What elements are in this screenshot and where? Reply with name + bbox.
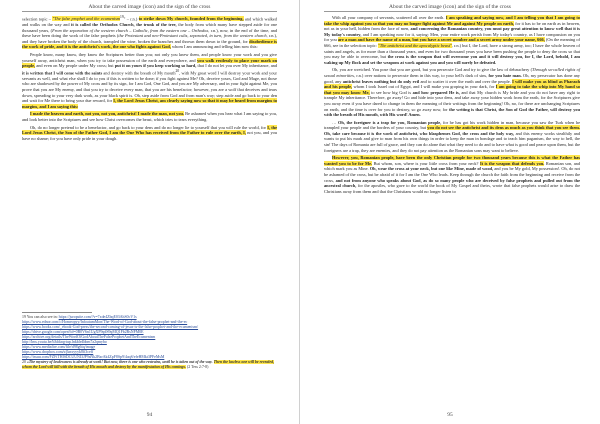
footnote-link[interactable]: http://lms.youtu.be/b3ddaqytup.lnkble4bbm7a2qmybo xyxy=(22,340,107,344)
paragraph: Oh, you are wretched. You pose that you are good, but you persecute God and try to give the law of debauchery (Through so-called rights of sexual minorities, r.n.) over nations to persecute them in this way, to your hell's dark of sins, for you hate man. Oh, my persecutor has done any good, any antichrist leaves nothing but do only evil and to scatter it over the earth and over the people. I will make you as blind as Pharaoh and his people, whom I took Israel out of Egypt, and I will make you groping in your dark, for I am going to take the whip into My hand so that you may know Me, to see how big God is and how prepared He is, and that My church is My bride and you do not have any right to trample My inheritance. Therefore, go away! Go and hide into your dens, and take away your hidden work from the earth, for the Scriptures give you away even if you have dared to change in them the meaning of their writings from the beginning! Oh, no, for there are unchanging Scriptures on earth, and the time is over for you to destroy, so go away now, for the writing is that Christ, the Son of God the Father, will destroy you with the breath of His mouth, with His word! Amen. xyxy=(324,67,581,118)
page-number: 94 xyxy=(146,412,153,418)
highlighted-text: Then the lawless one will be revealed, whom the Lord will kill with the breath of His mouth and destroy by the manifestation of His comings. xyxy=(22,360,275,369)
highlighted-text: I am going to take the whip into My hand so that you may know Me, xyxy=(324,84,581,95)
footnote-link[interactable]: https://issuu.com/FZFiTHISDCUUNI3JP9aNk2BzrAk4ZpF8Sp9/4aqS/efeHMkt3PFeMsM xyxy=(22,355,165,359)
highlighted-text: to strike down My church, founded from the beginning, xyxy=(138,16,244,22)
page-body xyxy=(22,15,277,143)
highlighted-text: However, you, Romanian people, have been the only Christian people for two thousand years because this is what the Father has wanted you to be for Me. xyxy=(324,155,580,166)
footnote-rule xyxy=(22,312,92,313)
highlighted-text: I will make you as blind as Pharaoh and his people, xyxy=(324,78,580,90)
highlighted-text: you do not see the antichrist and its dens as much as you think that you see them. xyxy=(427,125,580,131)
footnote-19: 19 You can also see in: https://juropsite.com/?v=7xde4ZbqE03AhS0cV1s xyxy=(22,315,137,319)
page-header: About the carved image (icon) and the sign of the cross xyxy=(389,4,511,10)
highlighted-text: are a man and have the name of a man, but you have a secret number and a secret army under your name, 666, xyxy=(337,37,545,43)
paragraph: selection topic – "The false prophet and the ecumenism$^{19}$" – r.n.) to strike down My church, founded from the beginning, and which walked and walks on the way and it is called the Orthodox Church, the trunk of the tree, the body from which many have stepped aside for one thousand years, (From the separation of the western church – Catholic, from the eastern one – Orthodox, r.n.), now, in the end of the time, and these have been doing the work of the false prophets (the Protestant and neo-Protestant cults, separated, in turn, from the western church, r.n.), and they have broken the body of the church, trampled the wine, broken the branches and thrown them down to the ground, for disobedience is the work of pride, and it is the antichrist's work, the one who fights against God, whom I am announcing and telling him now this: xyxy=(22,15,278,50)
footnote-link[interactable]: https://juropsite.com/?v=7xde4ZbqE03AhS0cV1s xyxy=(58,315,137,319)
footnote-link[interactable]: https://drive.google.com/open?id=0B0V6n1UgXF9qdS9qMQ1Fb2RsNFM0E xyxy=(22,330,144,334)
footnote-ref[interactable]: 20 xyxy=(175,68,180,73)
footnote-link[interactable]: https://www.books.com/_ebook-God-press/the-second-coming-of-jesus-is-the-false-prophet-and-the-ecumenism/ xyxy=(22,325,199,329)
footnote-ref[interactable]: 19 xyxy=(120,15,124,19)
paragraph: With all your company of servants, scattered all over the earth. I am speaking and saying now, and I am telling you that I am going to take the whip against you so that you may no longer fight against Me and against My people on earth, for it has to be on earth as in heaven, not as in your hell, hidden from the face of men, and concerning the Romanian country, you must pay great attention to know well that it is My today's country, and I am speaking now for it, saying: Men, your entire work perish from My today's country, as I have compassion on you for you are a man and have the name of a man, but you have a secret number and a secret army under your name, 666, (On the meaning of 666, see in the selection topic: "The antichrist and the apocalyptic beast", r.n.) but I, the Lord, have a strong army, too; I have the whole heaven of saints and angels, as for more than a thousand years, and even for two thousand years you have been pushing the people to deny the cross so that you may be able to overcome, but the cross is the weapon that will overcome you and it will destroy you, for I, the Lord, behold, I am waking up My flock and set the weapons at work against you and you will surely be defeated. xyxy=(324,15,580,65)
paragraph: People know, many know, they know the Scriptures better than you; not only you knew them, and people know your work and you give yourself away, antichrist man, when you try to take possession of the earth and everywhere, and you walk restlessly to place your mark on people, and even on My people under My cross; but put it on yours if you keep working so hard, that I do not let you over My inheritance, and it is written that I will come with the saints and destroy with the breath of My mouth$^{20}$, with My great word I will destroy your work and your servants as well, and what else shall I do to you if this is written to be done; if you fight against Me? Oh, deceive yours, God and Mage, not those who are shadowed by the power of My cross and by its sign, for I am God, One God, and you are My adversary, and in your fight against Me, you prove that you are My enemy, and that you try to deceive every man, that you are his benefactor; however, you are a wolf that deceives and tears down, spreading to your very dark work, as your black spirit is. Oh, step aside from God and from man's way; step aside and go back to your den and wait for Me there to bring your due reward, for I, the Lord Jesus Christ, am clearly saying now so that it may be heard from margins to margins, and I am saying this: xyxy=(22,52,278,109)
paragraph: … Oh, the foreigner is a trap for you, Romanian people, for he has got his work hidden in man, because you saw the Turk when he trampled your people and the borders of your country, but you do not see the antichrist and its dens as much as you think that you see them. Oh, take care because it is the work of antichrist, who blasphemes God, the cross and the holy way, and this enemy works stealthily and wants to put his mark and give to man from his own things in order to keep the man in bondage and to teach him paganism, the way to hell, the sin! The days of Romania are full of grace, and they can do alone that what they need to do and to have what is good and peace upon them, but the foreigners are a trap, they are enemies, and they do not pay attention as the Romanian sons may want to believe. xyxy=(324,119,581,153)
highlighted-text: I am speaking and saying now, and I am telling you that I am going to take the whip against you so that you may no longer fight against Me and against My people on earth, xyxy=(324,15,580,26)
highlighted-text: you walk restlessly to place your mark on people, xyxy=(22,57,278,69)
paragraph: Oh, do no longer pretend to be a benefactor, and go back to your dens and do no longer lie to yourself that you will rule the world, for I, the Lord Jesus Christ, the Son of the Father God, I am the One Who has received from the Father to rule over the earth, I, not you, and you have no shame; for you have only pride in your dough. xyxy=(22,124,277,141)
highlighted-text: I made the heaven and earth, not you, not you, antichrist! I made the man, not you. xyxy=(30,111,184,117)
paragraph: I made the heaven and earth, not you, not you, antichrist! I made the man, not you. Be ashamed when you hear what I am saying to you, and look better into the Scriptures and see how Christ overcomes the beast, which tries to tears everything. xyxy=(22,111,277,122)
footnote-link[interactable]: https://www.mediafire.com/file/d98g6tq/image xyxy=(22,345,96,349)
highlighted-text: I, the Lord Jesus Christ, am clearly saying now so that it may be heard from margins to margins, and I am saying this: xyxy=(22,98,277,109)
footnote-link[interactable]: https://www.ednor.com/c/Homeopyy/InfoatumMon/The-Word-of-God-about-the-false-prophet-and-the-ec xyxy=(22,320,188,324)
paragraph: However, you, Romanian people, have been the only Christian people for two thousand years because this is what the Father has wanted you to be for Me. But whom, son, where is your little cross from your neck? It is the weapon that defends you. Romanian son, and which mark you as Mine. Oh, wear the cross at your neck, but one like Mine, made of wood, and you be My gold, My possession!. Oh, do not be ashamed of the cross, but be afraid of it for I am the One Who leads. Keep through the church the faith from the beginning and receive from the cross, and not from anyone who speaks about God, as do so many people who are deceived by false prophets and pulled out from the ancestral church, for the apostles, who gave to the world the book of My Gospel and theirs, wrote that false prophets would arise to draw the Christians away from them and that the Christians would no longer listen to xyxy=(324,155,581,194)
footnote-20: 20 «The mystery of lawlessness is already at work! But now, there is one who restrains, until he is taken out of the way. Then the lawless one will be revealed, whom the Lord will kill with the breath of His mouth and destroy by the manifestation of His comings. (2 Tess 2:7-8) xyxy=(22,360,275,369)
right-page xyxy=(300,0,600,424)
highlighted-text: disobedience is the work of pride, and it is the antichrist's work, the one who fights against God, xyxy=(22,38,278,50)
highlighted-text: I, the Lord Jesus Christ, the Son of the Father God, I am the One Who has received from the Father to rule over the earth, I, xyxy=(22,124,277,136)
page-header: About the carved image (icon) and the sign of the cross xyxy=(88,4,211,10)
header-rule xyxy=(324,11,580,12)
page-body xyxy=(324,15,580,196)
page-number: 95 xyxy=(447,412,453,418)
footnotes xyxy=(22,315,277,370)
highlighted-text: It is the weapon that defends you. xyxy=(479,160,545,166)
footnote-link[interactable]: https://archive.org/details/TheWordOfGodAboutTheFalseProphetAndTheEcumenism xyxy=(22,335,156,339)
footnote-link[interactable]: https://www.dropbox.com/s/jknxyyyk8fi3ceff xyxy=(22,350,94,354)
header-rule xyxy=(22,11,277,12)
